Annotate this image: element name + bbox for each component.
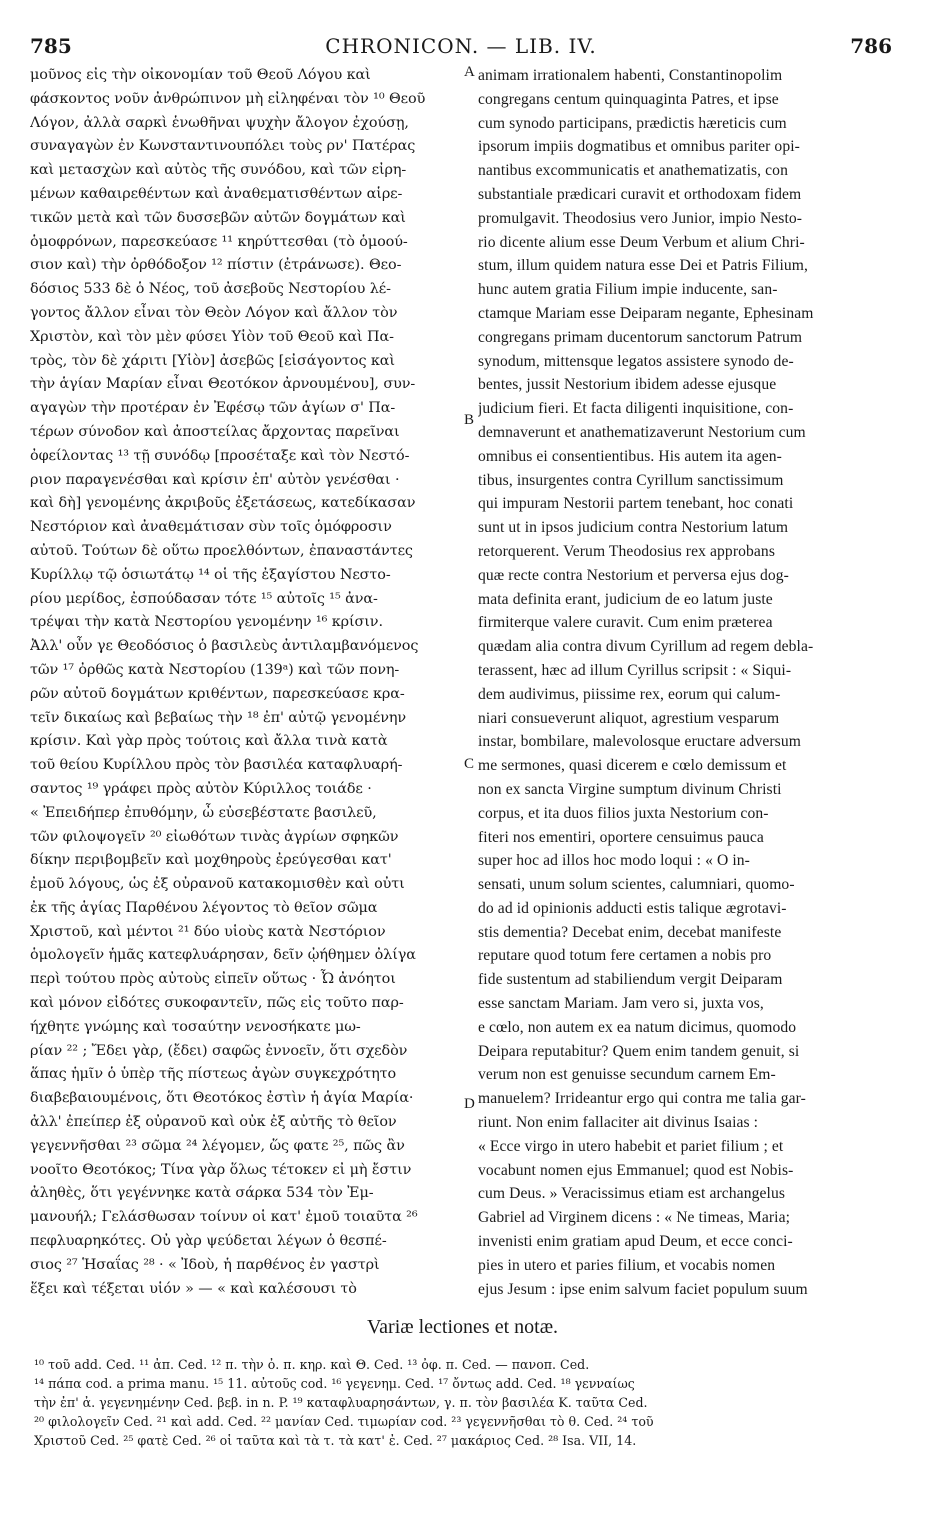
latin-text-line: congregans primam ducentorum sanctorum Patrum bbox=[478, 328, 803, 346]
latin-text-line: nantibus excommunicatis et anathematizatis, con bbox=[478, 162, 788, 180]
greek-text-line: σιος ²⁷ Ἡσαΐας ²⁸ · « Ἰδοὺ, ἡ παρθένος ἐν γαστρὶ bbox=[30, 1256, 380, 1273]
latin-text-line: riunt. Non enim fallaciter ait divinus Isaias : bbox=[478, 1114, 759, 1132]
latin-text-line: cum synodo participans, prædictis hæreticis cum bbox=[478, 114, 787, 132]
greek-text-line: ὁμοφρόνων, παρεσκεύασε ¹¹ κηρύττεσθαι (τὸ ὁμοού- bbox=[30, 233, 408, 250]
latin-text-line: cum Deus. » Veracissimus etiam est archangelus bbox=[478, 1185, 786, 1203]
greek-text-line: τὴν ἁγίαν Μαρίαν εἶναι Θεοτόκον ἀρνουμένου], συν- bbox=[30, 376, 416, 393]
latin-text-line: reputare quod totum fere certamen a nobis pro bbox=[478, 947, 772, 965]
greek-text-line: δίκην περιβομβεῖν καὶ μοχθηροὺς ἐρεύγεσθαι κατ' bbox=[30, 852, 392, 869]
greek-text-line: αγαγὼν τὴν προτέραν ἐν Ἐφέσῳ τῶν ἁγίων σ' Πα- bbox=[30, 400, 396, 417]
latin-text-line: pies in utero et paries filium, et vocabis nomen bbox=[478, 1256, 776, 1274]
latin-text-line: instar, bombilare, malevolosque eructare adversum bbox=[478, 733, 801, 751]
latin-text-line: substantiale prædicari curavit et orthodoxam fidem bbox=[478, 185, 802, 203]
greek-text-line: καὶ μόνον εἰδότες συκοφαντεῖν, πῶς εἰς τοῦτο παρ- bbox=[30, 995, 404, 1012]
greek-text-line: φάσκοντος νοῦν ἀνθρώπινον μὴ εἰληφέναι τὸν ¹⁰ Θεοῦ bbox=[30, 90, 426, 107]
greek-text-line: μοῦνος εἰς τὴν οἰκονομίαν τοῦ Θεοῦ Λόγου καὶ bbox=[30, 67, 371, 83]
greek-text-line: νοοῖτο Θεοτόκος; Τίνα γὰρ ὅλως τέτοκεν εἰ μὴ ἔστιν bbox=[30, 1161, 412, 1178]
greek-text-line: ἐμοῦ λόγους, ὡς ἐξ οὐρανοῦ κατακομισθὲν καὶ οὐτι bbox=[30, 876, 405, 893]
greek-text-line: ἅπας ἡμῖν ὁ ὑπὲρ τῆς πίστεως ἀγὼν συγκεχρότητο bbox=[30, 1066, 397, 1083]
greek-text-line: ἀληθὲς, ὅτι γεγέννηκε κατὰ σάρκα 534 τὸν Ἐμ- bbox=[30, 1185, 374, 1202]
latin-text-line: do ad id opinionis adducti estis talique ægrotavi- bbox=[478, 899, 787, 917]
note-line: ²⁰ φιλολογεῖν Ced. ²¹ καὶ add. Ced. ²² μανίαν Ced. τιμωρίαν cod. ²³ γεγεννῆσθαι τὸ θ. Ced. ²⁴ τοῦ bbox=[34, 1414, 654, 1429]
latin-text-line: synodum, mittensque legatos assistere synodo de- bbox=[478, 352, 794, 370]
note-line: τὴν ἐπ' ἀ. γεγενημένην Ced. βεβ. in n. P. ¹⁹ καταφλυαρησάντων, γ. π. τὸν βασιλέα Κ. ταῦτα Ced. bbox=[34, 1395, 648, 1410]
latin-text-line: terassent, hæc ad illum Cyrillus scripsit : « Siqui- bbox=[478, 661, 792, 679]
greek-text-line: τῶν φιλοψογεῖν ²⁰ εἰωθότων τινὰς ἀγρίων σφηκῶν bbox=[30, 828, 399, 845]
latin-text-line: mata definita erant, judicium de eo latum juste bbox=[478, 590, 773, 608]
latin-text-line: bentes, jussit Nestorium ibidem adesse ejusque bbox=[478, 376, 777, 394]
latin-text-line: promulgavit. Theodosius vero Junior, impio Nesto- bbox=[478, 209, 803, 227]
latin-text-line: niari consueverunt aliquot, agrestium vesparum bbox=[478, 709, 780, 727]
greek-text-line: τρὸς, τὸν δὲ χάριτι [Υἱὸν] ἀσεβῶς [εἰσάγοντος καὶ bbox=[30, 352, 395, 369]
greek-text-line: Χριστοῦ, καὶ μέντοι ²¹ δύο υἱοὺς κατὰ Νεστόριον bbox=[30, 923, 386, 940]
latin-text-line: stis dementia? Decebat enim, decebat manifeste bbox=[478, 923, 782, 941]
greek-text-line: μανουήλ; Γελάσθωσαν τοίνυν οἱ κατ' ἐμοῦ τοιαῦτα ²⁶ bbox=[30, 1209, 418, 1226]
greek-text-line: τοῦ θείου Κυρίλλου πρὸς τὸν βασιλέα καταφλυαρή- bbox=[30, 757, 403, 774]
greek-text-line: γεγεννῆσθαι ²³ σῶμα ²⁴ λέγομεν, ὥς φατε ²⁵, πῶς ἂν bbox=[30, 1137, 405, 1154]
note-line: ¹⁰ τοῦ add. Ced. ¹¹ ἀπ. Ced. ¹² π. τὴν ὀ. π. κηρ. καὶ Θ. Ced. ¹³ ὀφ. π. Ced. — πανοπ. Ced. bbox=[34, 1357, 590, 1372]
notes-block bbox=[34, 1355, 892, 1450]
latin-text-line: esse sanctam Mariam. Jam vero si, juxta vos, bbox=[478, 995, 764, 1013]
latin-text-line: rio dicente alium esse Deum Verbum et alium Chri- bbox=[478, 233, 805, 251]
latin-text-line: retorquerent. Verum Theodosius rex approbans bbox=[478, 542, 775, 560]
greek-text-line: ἐκ τῆς ἁγίας Παρθένου λέγοντος τὸ θεῖον σῶμα bbox=[30, 899, 378, 916]
greek-text-line: ρῶν αὐτοῦ δογμάτων κριθέντων, παρεσκεύασε κρα- bbox=[30, 685, 405, 702]
latin-text-line: super hoc ad illos hoc modo loqui : « O in- bbox=[478, 852, 750, 870]
latin-text-line: dem audivimus, piissime rex, eorum qui calum- bbox=[478, 685, 781, 703]
greek-text-line: ὀφείλοντας ¹³ τῇ συνόδῳ [προσέταξε καὶ τὸν Νεστό- bbox=[30, 447, 410, 464]
margin-marker-d: D bbox=[464, 1096, 475, 1112]
latin-text-line: quædam alia contra divum Cyrillum ad regem debla- bbox=[478, 638, 814, 656]
greek-text-line: ἕξει καὶ τέξεται υἱόν » — « καὶ καλέσουσι τὸ bbox=[30, 1280, 357, 1297]
greek-text-line: μένων καθαιρεθέντων καὶ ἀναθεματισθέντων αἱρε- bbox=[30, 185, 403, 202]
greek-text-line: περὶ τούτου πρὸς αὐτοὺς εἰπεῖν οὕτως · Ὦ ἀνόητοι bbox=[30, 971, 396, 988]
greek-text-line: Νεστόριον καὶ ἀναθεμάτισαν σὺν τοῖς ὁμόφροσιν bbox=[30, 519, 392, 536]
greek-text-line: ριον παραγενέσθαι καὶ κρίσιν ἐπ' αὐτὸν γενέσθαι · bbox=[30, 471, 400, 488]
greek-text-line: Ἀλλ' οὖν γε Θεοδόσιος ὁ βασιλεὺς ἀντιλαμβανόμενος bbox=[30, 638, 419, 655]
latin-text-line: tibus, insurgentes contra Cyrillum sanctissimum bbox=[478, 471, 784, 489]
latin-text-line: invenisti enim gratiam apud Deum, et ecce conci- bbox=[478, 1233, 793, 1251]
greek-text-line: Λόγον, ἀλλὰ σαρκὶ ἑνωθῆναι ψυχὴν ἄλογον ἐχούσῃ, bbox=[30, 114, 409, 131]
greek-text-line: τῶν ¹⁷ ὀρθῶς κατὰ Νεστορίου (139ᵃ) καὶ τῶν πονη- bbox=[30, 661, 400, 678]
note-line: Χριστοῦ Ced. ²⁵ φατὲ Ced. ²⁶ οἱ ταῦτα καὶ τὰ τ. τὰ κατ' ἐ. Ced. ²⁷ μακάριος Ced. ²⁸ Isa. VII, 14. bbox=[34, 1433, 637, 1448]
notes-title: Variæ lectiones et notæ. bbox=[366, 1316, 559, 1338]
greek-text-line: καὶ δὴ] γενομένης ἀκριβοῦς ἐξετάσεως, κατεδίκασαν bbox=[30, 495, 416, 512]
latin-text-line: vocabunt nomen ejus Emmanuel; quod est Nobis- bbox=[478, 1161, 794, 1179]
note-line: ¹⁴ πάπα cod. a prima manu. ¹⁵ 11. αὐτοῦς cod. ¹⁶ γεγενημ. Ced. ¹⁷ ὄντως add. Ced. ¹⁸ γενναίως bbox=[34, 1376, 635, 1391]
greek-text-line: ρίου μερίδος, ἐσπούδασαν τότε ¹⁵ αὐτοῖς ¹⁵ ἀνα- bbox=[30, 590, 378, 607]
latin-text-line: corpus, et ita duos filios juxta Nestorium con- bbox=[478, 804, 769, 822]
greek-text-line: καὶ μετασχὼν καὶ αὐτὸς τῆς συνόδου, καὶ τῶν εἰρη- bbox=[30, 162, 407, 179]
latin-text-line: ipsorum impiis dogmatibus et omnibus pariter opi- bbox=[478, 138, 800, 156]
greek-text-line: αὐτοῦ. Τούτων δὲ οὕτω προελθόντων, ἐπαναστάντες bbox=[30, 542, 413, 559]
greek-text-line: ήχθητε γνώμης καὶ τοσαύτην νενοσήκατε μω- bbox=[30, 1018, 361, 1035]
latin-text-line: non ex sancta Virgine sumptum divinum Christi bbox=[478, 780, 782, 798]
greek-text-line: τρέψαι τὴν κατὰ Νεστορίου γενομένην ¹⁶ κρίσιν. bbox=[30, 614, 383, 631]
greek-text-line: συναγαγὼν ἐν Κωνσταντινουπόλει τοὺς ρν' Πατέρας bbox=[30, 138, 416, 155]
latin-text-line: animam irrationalem habenti, Constantinopolim bbox=[478, 67, 783, 84]
latin-text-line: qui impuram Nestorii partem tenebant, hoc conati bbox=[478, 495, 794, 513]
greek-text-line: πεφλυαρηκότες. Οὐ γὰρ ψεύδεται λέγων ὁ θεσπέ- bbox=[30, 1233, 387, 1250]
margin-marker-a: A bbox=[464, 64, 475, 80]
latin-text-line: ctamque Mariam esse Deiparam negante, Ephesinam bbox=[478, 304, 814, 322]
running-header bbox=[30, 34, 892, 60]
margin-marker-b: B bbox=[464, 412, 475, 428]
greek-text-line: γοντος ἄλλον εἶναι τὸν Θεὸν Λόγον καὶ ἄλλον τὸν bbox=[30, 304, 398, 321]
greek-text-line: Χριστὸν, καὶ τὸν μὲν φύσει Υἱὸν τοῦ Θεοῦ καὶ Πα- bbox=[30, 328, 394, 345]
greek-text-line: σαντος ¹⁹ γράφει πρὸς αὐτὸν Κύριλλος τοιάδε · bbox=[30, 780, 372, 797]
greek-text-line: ρίαν ²² ; Ἔδει γὰρ, (ἔδει) σαφῶς ἐννοεῖν, ὅτι σχεδὸν bbox=[30, 1042, 408, 1059]
greek-text-line: τεῖν δικαίως καὶ βεβαίως τὴν ¹⁸ ἐπ' αὐτῷ γενομένην bbox=[30, 709, 407, 726]
greek-text-line: « Ἐπειδήπερ ἐπυθόμην, ὦ εὐσεβέστατε βασιλεῦ, bbox=[30, 804, 377, 821]
greek-text-line: δόσιος 533 δὲ ὁ Νέος, τοῦ ἀσεβοῦς Νεστορίου λέ- bbox=[30, 281, 391, 298]
latin-text-line: omnibus ei consentientibus. His autem ita agen- bbox=[478, 447, 782, 465]
latin-text-line: « Ecce virgo in utero habebit et pariet filium ; et bbox=[478, 1137, 784, 1155]
latin-text-line: stum, illum quidem natura esse Dei et Patris Filium, bbox=[478, 257, 809, 275]
latin-text-line: ejus Jesum : ipse enim salvum faciet populum suum bbox=[478, 1280, 808, 1298]
latin-text-line: fide sustentum ad stabiliendum vergit Deiparam bbox=[478, 971, 783, 989]
latin-text-column bbox=[478, 64, 892, 1301]
latin-text-line: demnaverunt et anathematizaverunt Nestorium cum bbox=[478, 423, 806, 441]
greek-text-line: σιον καὶ) τὴν ὀρθόδοξον ¹² πίστιν (ἐτράνωσε). Θεο- bbox=[30, 257, 402, 274]
greek-text-line: ἀλλ' ἐπείπερ ἐξ οὐρανοῦ καὶ οὐκ ἐξ αὐτῆς τὸ θεῖον bbox=[30, 1114, 397, 1131]
latin-text-line: Deipara reputabitur? Quem enim tandem genuit, si bbox=[478, 1042, 800, 1060]
latin-text-line: sensati, unum solum scientes, calumniari, quomo- bbox=[478, 876, 795, 894]
greek-text-column bbox=[30, 64, 462, 1301]
greek-text-line: τικῶν μετὰ καὶ τῶν δυσσεβῶν αὐτῶν δογμάτων καὶ bbox=[30, 209, 406, 226]
latin-text-line: sunt ut in ipsos judicium contra Nestorium latum bbox=[478, 519, 789, 537]
latin-text-line: quæ recte contra Nestorium et perversa ejus dog- bbox=[478, 566, 789, 584]
latin-text-line: verum non est genuisse secundum carnem Em- bbox=[478, 1066, 776, 1084]
greek-text-line: ὁμολογεῖν ἡμᾶς κατεφλυάρησαν, δεῖν ᾠήθημεν ὀλίγα bbox=[30, 947, 416, 964]
latin-text-line: judicium fieri. Et facta diligenti inquisitione, con- bbox=[478, 400, 794, 418]
page-number-right: 786 bbox=[850, 34, 892, 58]
greek-text-line: κρίσιν. Καὶ γὰρ πρὸς τούτοις καὶ ἄλλα τινὰ κατὰ bbox=[30, 733, 388, 750]
running-title: CHRONICON. — LIB. IV. bbox=[325, 34, 597, 58]
greek-text-line: Κυρίλλῳ τῷ ὁσιωτάτῳ ¹⁴ οἱ τῆς ἐξαγίστου Νεστο- bbox=[30, 566, 391, 583]
latin-text-line: manuelem? Irrideantur ergo qui contra me talia gar- bbox=[478, 1090, 806, 1108]
margin-marker-c: C bbox=[464, 756, 475, 772]
latin-text-line: hunc autem gratia Filium impie inducente, san- bbox=[478, 281, 778, 299]
latin-text-line: Gabriel ad Virginem dicens : « Ne timeas, Maria; bbox=[478, 1209, 791, 1227]
greek-text-line: τέρων σύνοδον καὶ ἀποστείλας ἄρχοντας παρεῖναι bbox=[30, 423, 400, 440]
greek-text-line: διαβεβαιουμένοις, ὅτι Θεοτόκος ἐστὶν ἡ ἁγία Μαρία· bbox=[30, 1090, 414, 1107]
latin-text-line: firmiterque valere curavit. Cum enim præterea bbox=[478, 614, 773, 632]
latin-text-line: fiteri nos ementiri, oportere censuimus pauca bbox=[478, 828, 764, 846]
latin-text-line: congregans centum quinquaginta Patres, et ipse bbox=[478, 90, 779, 108]
page-number-left: 785 bbox=[30, 34, 72, 58]
latin-text-line: e cœlo, non autem ex ea natum dicimus, quomodo bbox=[478, 1018, 797, 1036]
latin-text-line: me sermones, quasi dicerem e cœlo demissum et bbox=[478, 757, 787, 775]
